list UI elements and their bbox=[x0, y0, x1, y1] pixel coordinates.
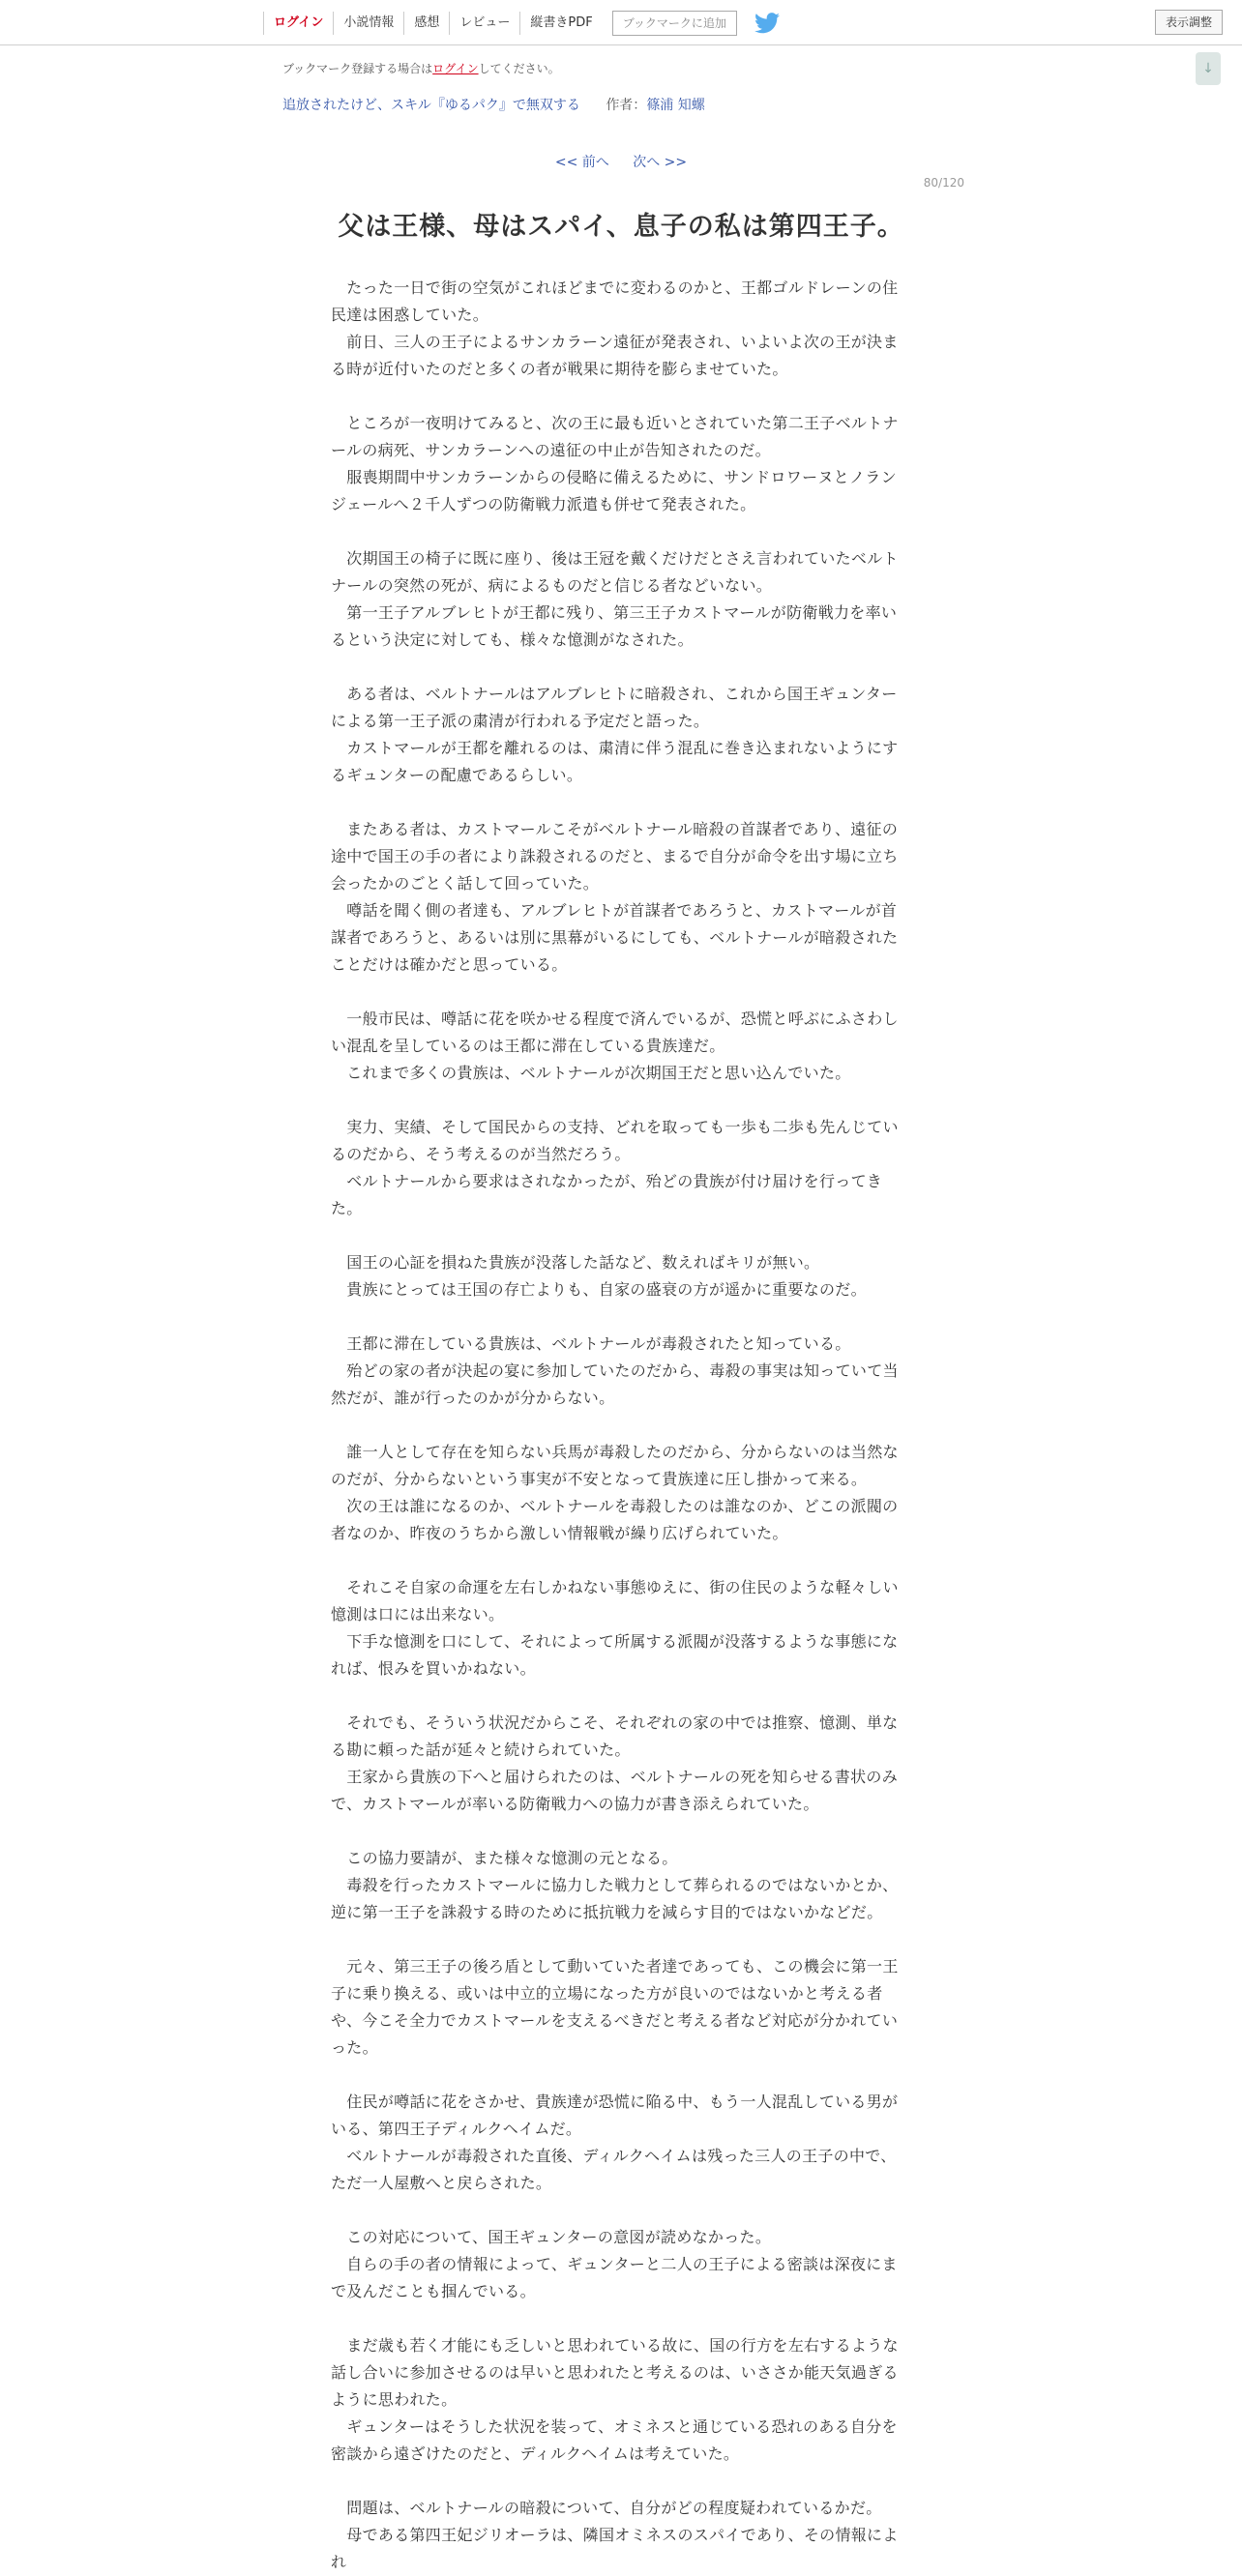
review-link[interactable]: レビュー bbox=[449, 12, 519, 35]
body-paragraph: 次期国王の椅子に既に座り、後は王冠を戴くだけだとさえ言われていたベルトナールの突然の死が、病によるものだと信じる者などいない。 bbox=[331, 549, 899, 595]
novel-body bbox=[331, 275, 911, 2576]
body-paragraph bbox=[331, 1222, 911, 1249]
body-paragraph: 王家から貴族の下へと届けられたのは、ベルトナールの死を知らせる書状のみで、カストマールが率いる防衛戦力への協力が書き添えられていた。 bbox=[331, 1768, 899, 1813]
body-paragraph: 王都に滞在している貴族は、ベルトナールが毒殺されたと知っている。 bbox=[331, 1334, 851, 1353]
body-paragraph: 次の王は誰になるのか、ベルトナールを毒殺したのは誰なのか、どこの派閥の者なのか、昨夜のうちから激しい情報戦が繰り広げられていた。 bbox=[331, 1497, 899, 1542]
body-paragraph: 前日、三人の王子によるサンカラーン遠征が発表され、いよいよ次の王が決まる時が近付いたのだと多くの者が戦果に期待を膨らませていた。 bbox=[331, 333, 899, 378]
body-paragraph: ある者は、ベルトナールはアルブレヒトに暗殺され、これから国王ギュンターによる第一王子派の粛清が行われる予定だと語った。 bbox=[331, 685, 898, 730]
body-paragraph: これまで多くの貴族は、ベルトナールが次期国王だと思い込んでいた。 bbox=[331, 1064, 851, 1082]
chapter-title: 父は王様、母はスパイ、息子の私は第四王子。 bbox=[338, 212, 904, 242]
body-paragraph: 一般市民は、噂話に花を咲かせる程度で済んでいるが、恐慌と呼ぶにふさわしい混乱を呈しているのは王都に滞在している貴族達だ。 bbox=[331, 1010, 899, 1055]
body-paragraph: 実力、実績、そして国民からの支持、どれを取っても一歩も二歩も先んじているのだから、そう考えるのが当然だろう。 bbox=[331, 1118, 899, 1163]
body-paragraph bbox=[331, 2062, 911, 2089]
body-paragraph: この協力要請が、また様々な憶測の元となる。 bbox=[331, 1849, 678, 1867]
login-link[interactable]: ログイン bbox=[263, 12, 333, 35]
body-paragraph: この対応について、国王ギュンターの意図が読めなかった。 bbox=[331, 2228, 772, 2246]
body-paragraph: たった一日で街の空気がこれほどまでに変わるのかと、王都ゴルドレーンの住民達は困惑していた。 bbox=[331, 278, 899, 324]
body-paragraph: 問題は、ベルトナールの暗殺について、自分がどの程度疑われているかだ。 bbox=[331, 2499, 882, 2517]
body-paragraph: 国王の心証を損ねた貴族が没落した話など、数えればキリが無い。 bbox=[331, 1253, 820, 1272]
episode-pager bbox=[0, 152, 1242, 171]
body-paragraph bbox=[331, 2197, 911, 2224]
body-paragraph: 住民が噂話に花をさかせ、貴族達が恐慌に陥る中、もう一人混乱している男がいる、第四王子ディルクヘイムだ。 bbox=[331, 2093, 899, 2138]
body-paragraph: ベルトナールから要求はされなかったが、殆どの貴族が付け届けを行ってきた。 bbox=[331, 1172, 883, 1217]
body-paragraph bbox=[331, 2468, 911, 2495]
vertical-pdf-link[interactable]: 縦書きPDF bbox=[519, 12, 602, 35]
bookmark-note-suffix: してください。 bbox=[478, 62, 560, 75]
add-bookmark-button[interactable]: ブックマークに追加 bbox=[612, 11, 737, 36]
display-settings-button[interactable]: 表示調整 bbox=[1155, 10, 1223, 35]
prev-episode-link[interactable]: << 前へ bbox=[554, 155, 609, 170]
novel-info bbox=[282, 95, 705, 114]
body-paragraph: それでも、そういう状況だからこそ、それぞれの家の中では推察、憶測、単なる勘に頼った話が延々と続けられていた。 bbox=[331, 1713, 899, 1759]
body-paragraph bbox=[331, 789, 911, 816]
body-paragraph: ベルトナールが毒殺された直後、ディルクヘイムは残った三人の王子の中で、ただ一人屋敷へと戻らされた。 bbox=[331, 2147, 897, 2192]
body-paragraph bbox=[331, 2305, 911, 2332]
body-paragraph: ところが一夜明けてみると、次の王に最も近いとされていた第二王子ベルトナールの病死、サンカラーンへの遠征の中止が告知されたのだ。 bbox=[331, 414, 899, 459]
bookmark-note-login-link[interactable]: ログイン bbox=[432, 62, 479, 75]
body-paragraph: 毒殺を行ったカストマールに協力した戦力として葬られるのではないかとか、逆に第一王子を誅殺する時のために抵抗戦力を減らす目的ではないかなどだ。 bbox=[331, 1876, 899, 1921]
author-label: 作者： bbox=[606, 98, 647, 113]
body-paragraph: 自らの手の者の情報によって、ギュンターと二人の王子による密談は深夜にまで及んだことも掴んでいる。 bbox=[331, 2255, 898, 2300]
body-paragraph: まだ歳も若く才能にも乏しいと思われている故に、国の行方を左右するような話し合いに参加させるのは早いと思われたと考えるのは、いささか能天気過ぎるように思われた。 bbox=[331, 2336, 899, 2409]
top-navigation-bar bbox=[0, 0, 1242, 45]
body-paragraph: ギュンターはそうした状況を装って、オミネスと通じている恐れのある自分を密談から遠ざけたのだと、ディルクヘイムは考えていた。 bbox=[331, 2417, 898, 2463]
body-paragraph bbox=[331, 1683, 911, 1710]
body-paragraph: またある者は、カストマールこそがベルトナール暗殺の首謀者であり、遠征の途中で国王の手の者により誅殺されるのだと、まるで自分が命令を出す場に立ち会ったかのごとく話して回っていた。 bbox=[331, 820, 899, 893]
body-paragraph: 母である第四王妃ジリオーラは、隣国オミネスのスパイであり、その情報によれ bbox=[331, 2526, 899, 2571]
body-paragraph: 噂話を聞く側の者達も、アルブレヒトが首謀者であろうと、カストマールが首謀者であろうと、あるいは別に黒幕がいるにしても、ベルトナールが暗殺されたことだけは確かだと思っている。 bbox=[331, 901, 899, 974]
body-paragraph bbox=[331, 654, 911, 681]
body-paragraph: 貴族にとっては王国の存亡よりも、自家の盛衰の方が遥かに重要なのだ。 bbox=[331, 1280, 867, 1299]
body-paragraph: 第一王子アルブレヒトが王都に残り、第三王子カストマールが防衛戦力を率いるという決定に対しても、様々な憶測がなされた。 bbox=[331, 603, 898, 649]
body-paragraph bbox=[331, 383, 911, 410]
body-paragraph bbox=[331, 979, 911, 1006]
body-paragraph bbox=[331, 1926, 911, 1953]
episode-number: 80/120 bbox=[923, 176, 964, 190]
body-paragraph: カストマールが王都を離れるのは、粛清に伴う混乱に巻き込まれないようにするギュンターの配慮であるらしい。 bbox=[331, 739, 899, 784]
bookmark-login-note bbox=[282, 60, 560, 76]
body-paragraph bbox=[331, 1818, 911, 1845]
body-paragraph bbox=[331, 1303, 911, 1331]
body-paragraph: 下手な憶測を口にして、それによって所属する派閥が没落するような事態になれば、恨みを買いかねない。 bbox=[331, 1632, 899, 1678]
body-paragraph: 誰一人として存在を知らない兵馬が毒殺したのだから、分からないのは当然なのだが、分からないという事実が不安となって貴族達に圧し掛かって来る。 bbox=[331, 1443, 899, 1488]
body-paragraph: 服喪期間中サンカラーンからの侵略に備えるために、サンドロワーヌとノランジェールへ２千人ずつの防衛戦力派遣も併せて発表された。 bbox=[331, 468, 897, 513]
body-paragraph bbox=[331, 1412, 911, 1439]
next-episode-link[interactable]: 次へ >> bbox=[633, 155, 688, 170]
body-paragraph: 元々、第三王子の後ろ盾として動いていた者達であっても、この機会に第一王子に乗り換える、或いは中立的立場になった方が良いのではないかと考える者や、今こそ全力でカストマールを支えるべきだと考える者など対応が分かれていった。 bbox=[331, 1957, 899, 2057]
body-paragraph: それこそ自家の命運を左右しかねない事態ゆえに、街の住民のような軽々しい憶測は口には出来ない。 bbox=[331, 1578, 899, 1624]
novel-title-link[interactable]: 追放されたけど、スキル『ゆるパク』で無双する bbox=[282, 98, 580, 113]
body-paragraph bbox=[331, 1087, 911, 1114]
bookmark-note-prefix: ブックマーク登録する場合は bbox=[282, 62, 433, 75]
body-paragraph: 殆どの家の者が決起の宴に参加していたのだから、毒殺の事実は知っていて当然だが、誰が行ったのかが分からない。 bbox=[331, 1361, 899, 1407]
body-paragraph bbox=[331, 1547, 911, 1574]
body-paragraph bbox=[331, 518, 911, 545]
author-link[interactable]: 篠浦 知螺 bbox=[646, 98, 705, 113]
main-nav bbox=[263, 0, 780, 45]
scroll-down-icon[interactable]: ↓ bbox=[1196, 52, 1221, 85]
novel-info-link[interactable]: 小説情報 bbox=[333, 12, 403, 35]
twitter-icon[interactable] bbox=[754, 13, 780, 34]
impressions-link[interactable]: 感想 bbox=[403, 12, 449, 35]
